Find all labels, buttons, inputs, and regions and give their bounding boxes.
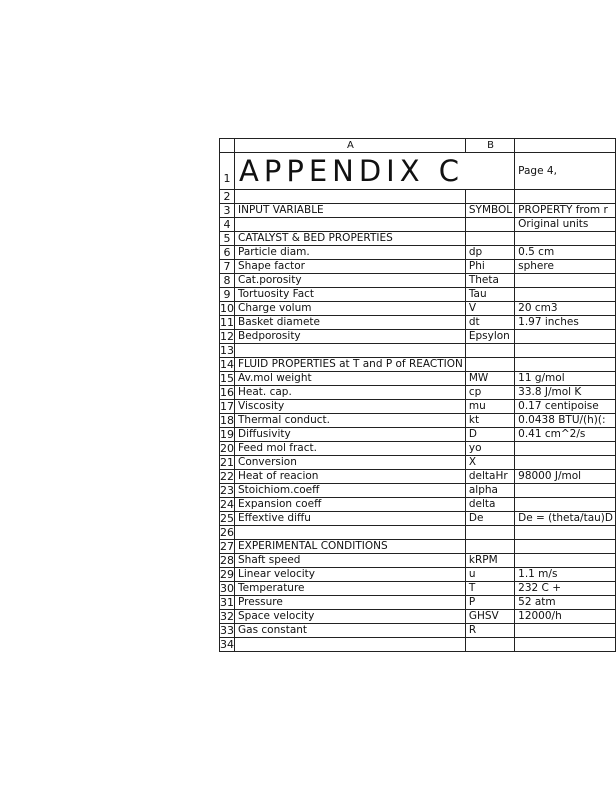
cell-property[interactable]: 98000 J/mol [515,470,616,484]
cell-property[interactable]: De = (theta/tau)D [515,512,616,526]
table-row [220,330,616,344]
spreadsheet-table [219,138,616,652]
cell-variable[interactable]: Bedporosity [235,330,466,344]
cell-symbol[interactable]: SYMBOL [465,204,514,218]
cell-symbol[interactable]: dp [465,246,514,260]
appendix-title[interactable]: APPENDIX C [235,153,515,190]
row-header[interactable]: 26 [220,526,234,539]
row-header[interactable]: 32 [220,610,234,623]
cell-variable[interactable]: Expansion coeff [235,498,466,512]
cell-property[interactable] [515,232,616,246]
cell-variable[interactable]: CATALYST & BED PROPERTIES [235,232,466,246]
cell-symbol[interactable]: kRPM [465,554,514,568]
cell-variable[interactable]: Charge volum [235,302,466,316]
table-row [220,526,616,540]
cell-symbol[interactable] [465,638,514,652]
table-row [220,624,616,638]
cell-property[interactable] [515,484,616,498]
cell-symbol[interactable]: GHSV [465,610,514,624]
cell-property[interactable] [515,274,616,288]
column-header-a[interactable]: A [235,139,466,153]
corner-cell[interactable] [220,139,235,153]
cell-property[interactable] [515,624,616,638]
row-header[interactable]: 3 [220,204,235,218]
cell-variable[interactable]: Viscosity [235,400,466,414]
row-header[interactable]: 15 [220,372,234,385]
page-label[interactable]: Page 4, [515,153,616,190]
row-header[interactable]: 33 [220,624,234,637]
cell-variable[interactable]: INPUT VARIABLE [235,204,466,218]
table-row [220,414,616,428]
cell-symbol[interactable]: Theta [465,274,514,288]
cell-property[interactable] [515,330,616,344]
cell-property[interactable]: 232 C + [515,582,616,596]
cell-variable[interactable] [235,638,466,652]
table-row [220,274,616,288]
cell-symbol[interactable] [465,190,514,204]
row-header[interactable]: 10 [220,302,234,315]
table-row [220,204,616,218]
row-header[interactable]: 11 [220,316,234,329]
cell-property[interactable]: 20 cm3 [515,302,616,316]
cell-variable[interactable] [235,218,466,232]
row-header[interactable]: 21 [220,456,234,469]
cell-symbol[interactable]: MW [465,372,514,386]
cell-variable[interactable]: Heat. cap. [235,386,466,400]
cell-symbol[interactable]: deltaHr [465,470,514,484]
row-header[interactable]: 6 [220,246,235,260]
column-header-c[interactable] [515,139,616,153]
table-row [220,540,616,554]
cell-symbol[interactable]: P [465,596,514,610]
cell-variable[interactable] [235,190,466,204]
row-header[interactable]: 28 [220,554,234,567]
table-row [220,568,616,582]
table-row [220,302,616,316]
table-row [220,554,616,568]
row-header[interactable]: 24 [220,498,234,511]
cell-variable[interactable]: Stoichiom.coeff [235,484,466,498]
cell-property[interactable]: 1.97 inches [515,316,616,330]
row-header[interactable]: 18 [220,414,234,427]
row-header[interactable]: 13 [220,344,234,357]
cell-symbol[interactable]: T [465,582,514,596]
cell-variable[interactable]: Basket diamete [235,316,466,330]
cell-symbol[interactable]: Epsylon [465,330,514,344]
cell-variable[interactable]: Diffusivity [235,428,466,442]
table-row [220,358,616,372]
cell-variable[interactable]: Conversion [235,456,466,470]
row-header[interactable]: 1 [220,153,235,190]
table-row [220,470,616,484]
table-row [220,260,616,274]
cell-variable[interactable]: Cat.porosity [235,274,466,288]
table-row [220,638,616,652]
cell-variable[interactable]: Shape factor [235,260,466,274]
column-header-b[interactable]: B [465,139,514,153]
column-header-row [220,139,616,153]
cell-property[interactable] [515,190,616,204]
cell-symbol[interactable] [465,218,514,232]
cell-variable[interactable]: Particle diam. [235,246,466,260]
table-row [220,610,616,624]
row-header[interactable]: 22 [220,470,234,483]
cell-property[interactable]: 12000/h [515,610,616,624]
table-row [220,484,616,498]
table-row [220,218,616,232]
cell-property[interactable]: Original units [515,218,616,232]
cell-symbol[interactable]: R [465,624,514,638]
table-row [220,456,616,470]
cell-property[interactable]: 33.8 J/mol K [515,386,616,400]
cell-symbol[interactable]: De [465,512,514,526]
cell-property[interactable]: 0.0438 BTU/(h)(: [515,414,616,428]
cell-property[interactable]: PROPERTY from r [515,204,616,218]
cell-symbol[interactable]: Phi [465,260,514,274]
table-row [220,372,616,386]
cell-property[interactable] [515,344,616,358]
cell-symbol[interactable]: yo [465,442,514,456]
row-header[interactable]: 27 [220,540,234,553]
cell-symbol[interactable]: dt [465,316,514,330]
table-row [220,442,616,456]
row-header[interactable]: 19 [220,428,234,441]
row-header[interactable]: 8 [220,274,235,288]
row-header[interactable]: 25 [220,512,234,525]
table-row [220,512,616,526]
cell-symbol[interactable] [465,540,514,554]
cell-variable[interactable] [235,344,466,358]
cell-symbol[interactable]: mu [465,400,514,414]
cell-property[interactable]: 11 g/mol [515,372,616,386]
cell-variable[interactable]: Pressure [235,596,466,610]
cell-symbol[interactable]: u [465,568,514,582]
table-row [220,288,616,302]
table-row [220,498,616,512]
row-header[interactable]: 34 [220,638,234,651]
row-header[interactable]: 29 [220,568,234,581]
table-row [220,344,616,358]
cell-variable[interactable]: Av.mol weight [235,372,466,386]
cell-variable[interactable]: Linear velocity [235,568,466,582]
cell-variable[interactable]: Gas constant [235,624,466,638]
cell-variable[interactable]: Heat of reacion [235,470,466,484]
cell-symbol[interactable] [465,232,514,246]
cell-property[interactable] [515,498,616,512]
row-header[interactable]: 30 [220,582,234,595]
table-row [220,316,616,330]
table-row [220,232,616,246]
cell-variable[interactable]: FLUID PROPERTIES at T and P of REACTION [235,358,466,372]
cell-property[interactable]: 0.5 cm [515,246,616,260]
cell-variable[interactable]: Feed mol fract. [235,442,466,456]
row-header[interactable]: 14 [220,358,234,371]
cell-property[interactable] [515,442,616,456]
cell-symbol[interactable]: cp [465,386,514,400]
row-header[interactable]: 7 [220,260,235,274]
cell-symbol[interactable]: Tau [465,288,514,302]
table-row [220,246,616,260]
cell-variable[interactable]: Thermal conduct. [235,414,466,428]
cell-variable[interactable]: EXPERIMENTAL CONDITIONS [235,540,466,554]
row-header[interactable]: 4 [220,218,235,232]
cell-property[interactable] [515,288,616,302]
cell-variable[interactable]: Tortuosity Fact [235,288,466,302]
cell-symbol[interactable]: V [465,302,514,316]
row-header[interactable]: 2 [220,190,235,204]
cell-symbol[interactable]: D [465,428,514,442]
cell-symbol[interactable] [465,358,514,372]
row-header[interactable]: 20 [220,442,234,455]
table-row [220,596,616,610]
table-row [220,582,616,596]
table-row [220,428,616,442]
cell-symbol[interactable]: delta [465,498,514,512]
row-header[interactable]: 31 [220,596,234,609]
row-header[interactable]: 12 [220,330,234,343]
row-header[interactable]: 16 [220,386,234,399]
cell-variable[interactable] [235,526,466,540]
row-header[interactable]: 5 [220,232,235,246]
row-header[interactable]: 23 [220,484,234,497]
row-header[interactable]: 9 [220,288,235,302]
cell-property[interactable]: 1.1 m/s [515,568,616,582]
cell-variable[interactable]: Space velocity [235,610,466,624]
cell-property[interactable] [515,358,616,372]
cell-symbol[interactable]: kt [465,414,514,428]
cell-property[interactable] [515,638,616,652]
table-row [220,190,616,204]
cell-variable[interactable]: Effextive diffu [235,512,466,526]
cell-property[interactable] [515,554,616,568]
table-row [220,400,616,414]
cell-variable[interactable]: Temperature [235,582,466,596]
cell-property[interactable]: 0.41 cm^2/s [515,428,616,442]
cell-symbol[interactable]: alpha [465,484,514,498]
cell-property[interactable]: sphere [515,260,616,274]
row-header[interactable]: 17 [220,400,234,413]
cell-property[interactable] [515,526,616,540]
cell-symbol[interactable] [465,526,514,540]
cell-property[interactable]: 0.17 centipoise [515,400,616,414]
cell-symbol[interactable] [465,344,514,358]
cell-property[interactable] [515,540,616,554]
cell-property[interactable] [515,456,616,470]
cell-variable[interactable]: Shaft speed [235,554,466,568]
title-row [220,153,616,190]
cell-property[interactable]: 52 atm [515,596,616,610]
cell-symbol[interactable]: X [465,456,514,470]
table-row [220,386,616,400]
